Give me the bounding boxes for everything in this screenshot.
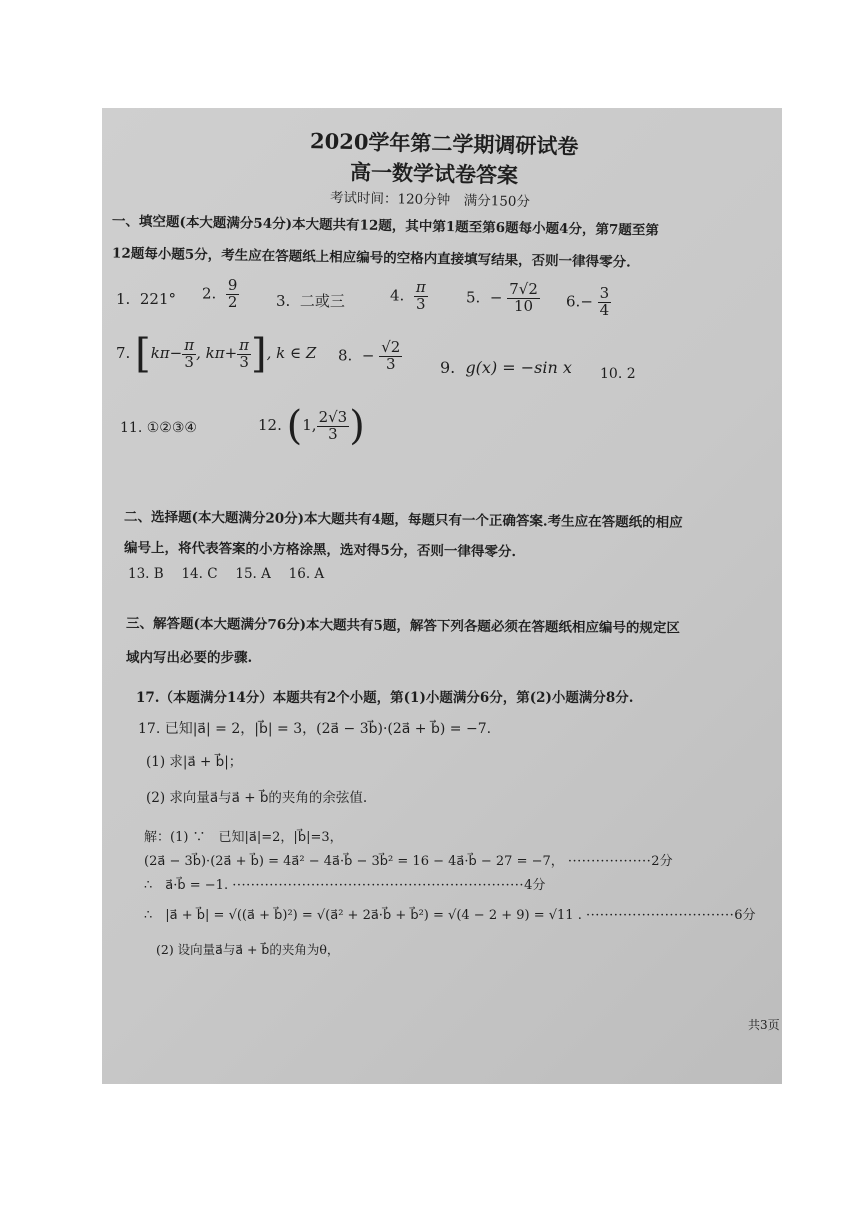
answer-1: 1. 221° (116, 290, 176, 308)
section1-instructions-line1: 一、填空题(本大题满分54分)本大题共有12题，其中第1题至第6题每小题4分，第7题至第 (111, 213, 659, 239)
answer-12: 12. (1, $\frac{2√3}{3}$ ) (258, 403, 365, 449)
section2-instructions-line1: 二、选择题(本大题满分20分)本大题共有4题，每题只有一个正确答案.考生应在答题纸的相应 (123, 509, 683, 531)
section3-instructions-line2: 域内写出必要的步骤. (126, 650, 253, 666)
solution-line5: (2) 设向量a⃗与a⃗ + b⃗的夹角为θ， (156, 942, 340, 957)
scanned-page-photo (102, 108, 782, 1084)
answer-6: 6.− $\frac{3}{4}$ (566, 284, 610, 319)
section1-instructions-line2: 12题每小题5分，考生应在答题纸上相应编号的空格内直接填写结果，否则一律得零分. (111, 245, 631, 271)
solution-line4: ∴ |a⃗ + b⃗| = √((a⃗ + b⃗)²) = √(a⃗² + 2a⃗·b⃗ + b⃗²) = √(4 − 2 + 9) = √11 . ································6分 (144, 908, 756, 923)
question17-part1: (1) 求|a⃗ + b⃗|； (146, 754, 243, 770)
answer-3: 3. 二或三 (276, 292, 345, 310)
exam-subtitle: 高一数学试卷答案 (349, 159, 519, 188)
section2-instructions-line2: 编号上，将代表答案的小方格涂黑，选对得5分，否则一律得零分. (123, 539, 517, 561)
page-count: 共3页 (748, 1018, 780, 1032)
answer-8: 8. − $\frac{√2}{3}$ (338, 338, 401, 373)
question17-part2: (2) 求向量a⃗与a⃗ + b⃗的夹角的余弦值. (146, 790, 368, 806)
exam-meta: 考试时间：120分钟 满分150分 (329, 189, 531, 211)
answer-11: 11. ①②③④ (120, 420, 197, 436)
answer-9: 9. g(x) = −sin x (440, 358, 572, 377)
fraction: $\frac{9}{2}$ (227, 276, 238, 311)
solution-line1: 解：(1) ∵ 已知|a⃗|=2，|b⃗|=3， (144, 830, 343, 845)
question17-header: 17.（本题满分14分）本题共有2个小题，第(1)小题满分6分，第(2)小题满分8分. (136, 690, 634, 706)
section3-instructions-line1: 三、解答题(本大题满分76分)本大题共有5题，解答下列各题必须在答题纸相应编号的规定区 (125, 615, 681, 637)
section2-answers: 13. B 14. C 15. A 16. A (128, 566, 325, 582)
answer-5: 5. − $\frac{7√2}{10}$ (466, 280, 538, 315)
question17-stem: 17. 已知|a⃗| = 2，|b⃗| = 3，(2a⃗ − 3b⃗)·(2a⃗ + b⃗) = −7. (138, 721, 492, 737)
solution-line2: (2a⃗ − 3b⃗)·(2a⃗ + b⃗) = 4a⃗² − 4a⃗·b⃗ − 3b⃗² = 16 − 4a⃗·b⃗ − 27 = −7， ··················2分 (144, 854, 673, 869)
answer-7: 7. [kπ− $\frac{\pi}{3}$ , kπ+ $\frac{\pi}{3}$ ], k ∈ Z (116, 331, 317, 377)
exam-title: 2020学年第二学期调研试卷 (309, 128, 579, 159)
answer-4: 4. $\frac{\pi}{3}$ (390, 278, 426, 313)
answer-10: 10. 2 (600, 366, 636, 382)
answer-2: 2. $\frac{9}{2}$ (202, 276, 238, 311)
solution-line3: ∴ a⃗·b⃗ = −1. ·······························································4分 (144, 878, 546, 893)
